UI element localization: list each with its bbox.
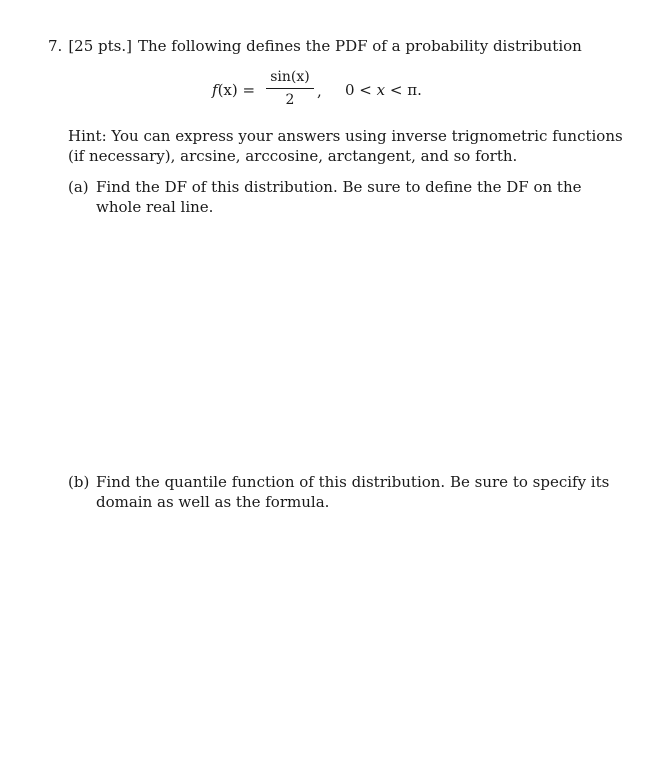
question-intro: The following defines the PDF of a probability distribution bbox=[137, 37, 582, 55]
formula-denominator: 2 bbox=[285, 92, 295, 108]
formula-numerator: sin(x) bbox=[270, 69, 310, 85]
fraction-bar bbox=[266, 88, 314, 89]
part-a-line-1: Find the DF of this distribution. Be sure to define the DF on the bbox=[96, 178, 582, 196]
part-b-line-2: domain as well as the formula. bbox=[96, 493, 330, 511]
part-a-label: (a) bbox=[68, 178, 89, 196]
domain-variable: x bbox=[376, 81, 386, 99]
hint-line-1: Hint: You can express your answers using inverse trignometric functions bbox=[68, 127, 623, 145]
question-points: [25 pts.] bbox=[68, 37, 132, 55]
part-b-line-1: Find the quantile function of this distribution. Be sure to specify its bbox=[96, 473, 610, 491]
formula-domain bbox=[345, 81, 422, 99]
formula-fraction bbox=[266, 69, 314, 109]
part-a-line-2: whole real line. bbox=[96, 198, 214, 216]
formula-lhs bbox=[212, 81, 255, 99]
part-b-label: (b) bbox=[68, 473, 90, 491]
formula-argument: (x) = bbox=[217, 81, 256, 99]
formula-function-name: f bbox=[212, 81, 218, 99]
formula-comma: , bbox=[317, 82, 322, 100]
question-heading bbox=[48, 37, 582, 56]
question-number: 7. bbox=[48, 37, 63, 55]
domain-left: 0 < bbox=[345, 81, 372, 99]
pdf-formula bbox=[212, 69, 442, 113]
hint-line-2: (if necessary), arcsine, arccosine, arctangent, and so forth. bbox=[68, 147, 518, 165]
domain-right: < π. bbox=[389, 81, 422, 99]
